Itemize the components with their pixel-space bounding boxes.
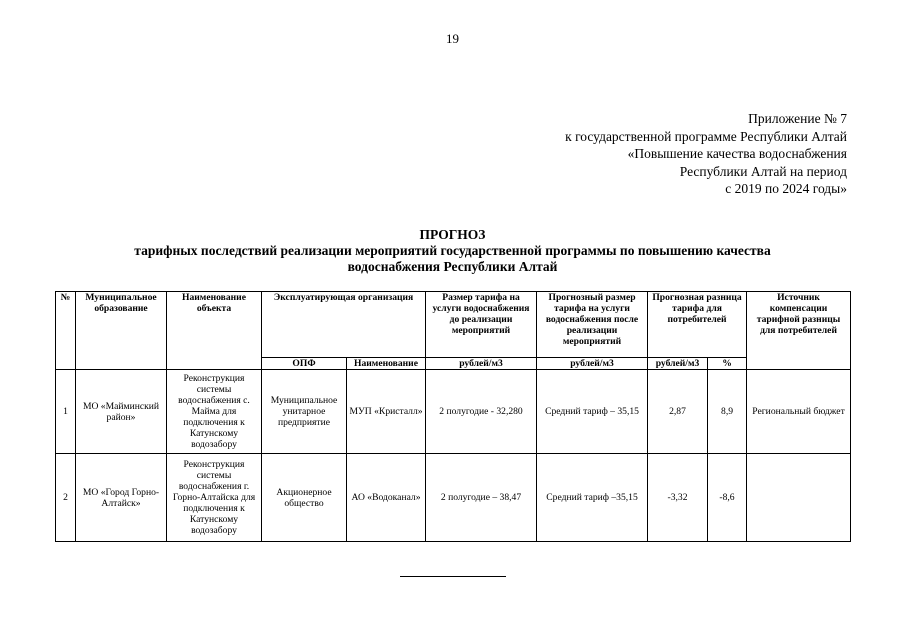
- cell-num: 2: [56, 454, 76, 542]
- document-subtitle: [60, 243, 845, 275]
- cell-opf: Муниципальное унитарное предприятие: [262, 370, 347, 454]
- cell-diff-pct: 8,9: [708, 370, 747, 454]
- subtitle-line: тарифных последствий реализации мероприятий государственной программы по повышению качества: [134, 243, 771, 258]
- document-title: ПРОГНОЗ: [419, 227, 486, 242]
- appendix-line: «Повышение качества водоснабжения: [627, 146, 847, 161]
- subheader-name: Наименование: [347, 358, 426, 370]
- subheader-unit-before: рублей/м3: [426, 358, 537, 370]
- header-compensation: Источник компенсации тарифной разницы для потребителей: [747, 292, 851, 370]
- cell-municipality: МО «Майминский район»: [76, 370, 167, 454]
- cell-name: МУП «Кристалл»: [347, 370, 426, 454]
- forecast-table: [55, 291, 851, 542]
- header-municipality: Муниципальное образование: [76, 292, 167, 370]
- cell-municipality: МО «Город Горно-Алтайск»: [76, 454, 167, 542]
- header-tariff-forecast: Прогнозный размер тарифа на услуги водоснабжения после реализации мероприятий: [537, 292, 648, 358]
- appendix-line: к государственной программе Республики Алтай: [565, 128, 847, 144]
- header-operator: Эксплуатирующая организация: [262, 292, 426, 358]
- appendix-line: с 2019 по 2024 годы»: [725, 181, 847, 196]
- cell-tariff-before: 2 полугодие - 32,280: [426, 370, 537, 454]
- subheader-unit-diff: рублей/м3: [648, 358, 708, 370]
- cell-compensation: Региональный бюджет: [747, 370, 851, 454]
- appendix-line: Республики Алтай на период: [679, 163, 847, 179]
- page-number: 19: [446, 31, 459, 46]
- header-tariff-before: Размер тарифа на услуги водоснабжения до реализации мероприятий: [426, 292, 537, 358]
- cell-object: Реконструкция системы водоснабжения с. Майма для подключения к Катунскому водозабору: [167, 370, 262, 454]
- appendix-line: Приложение № 7: [748, 111, 847, 126]
- cell-object: Реконструкция системы водоснабжения г. Горно-Алтайска для подключения к Катунскому водозабору: [167, 454, 262, 542]
- subheader-unit-forecast: рублей/м3: [537, 358, 648, 370]
- cell-num: 1: [56, 370, 76, 454]
- appendix-block: [565, 110, 847, 198]
- cell-tariff-forecast: Средний тариф – 35,15: [537, 370, 648, 454]
- subheader-opf: ОПФ: [262, 358, 347, 370]
- header-num: №: [56, 292, 76, 370]
- cell-compensation: [747, 454, 851, 542]
- table-header-row: [56, 292, 851, 358]
- header-object: Наименование объекта: [167, 292, 262, 370]
- cell-opf: Акционерное общество: [262, 454, 347, 542]
- cell-diff-rub: -3,32: [648, 454, 708, 542]
- footnote-separator: [400, 576, 506, 577]
- cell-tariff-before: 2 полугодие – 38,47: [426, 454, 537, 542]
- cell-diff-rub: 2,87: [648, 370, 708, 454]
- header-tariff-diff: Прогнозная разница тарифа для потребителей: [648, 292, 747, 358]
- subtitle-line: водоснабжения Республики Алтай: [347, 259, 558, 274]
- subheader-percent: %: [708, 358, 747, 370]
- cell-tariff-forecast: Средний тариф –35,15: [537, 454, 648, 542]
- table-row: [56, 454, 851, 542]
- cell-diff-pct: -8,6: [708, 454, 747, 542]
- table-row: [56, 370, 851, 454]
- cell-name: АО «Водоканал»: [347, 454, 426, 542]
